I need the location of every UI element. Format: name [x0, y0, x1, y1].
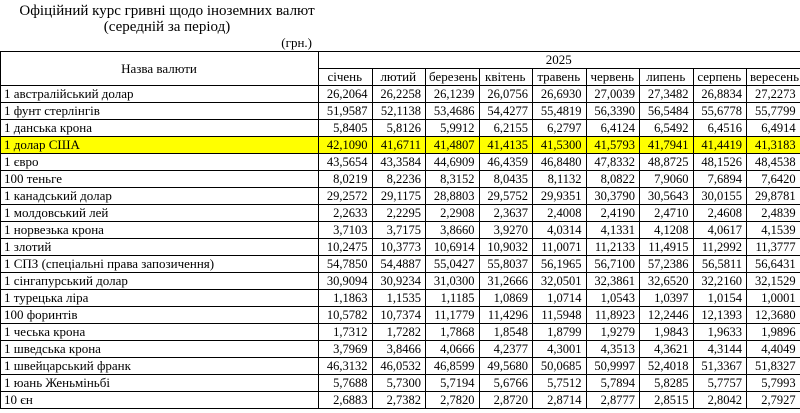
- rate-value: 11,2133: [586, 239, 640, 256]
- currency-name-header: Назва валюти: [1, 52, 319, 86]
- rate-value: 55,4819: [533, 103, 587, 120]
- rate-value: 1,9633: [693, 324, 747, 341]
- rate-value: 4,3621: [640, 341, 694, 358]
- rate-value: 8,1132: [533, 171, 587, 188]
- rate-value: 2,6883: [319, 392, 373, 409]
- rate-value: 3,8660: [426, 222, 480, 239]
- rate-value: 27,3482: [640, 86, 694, 103]
- currency-name: 1 євро: [1, 154, 319, 171]
- rate-value: 1,1535: [372, 290, 426, 307]
- table-row: [1, 358, 800, 375]
- rate-value: 6,5492: [640, 120, 694, 137]
- rate-value: 4,3144: [693, 341, 747, 358]
- rate-value: 44,6909: [426, 154, 480, 171]
- table-row: [1, 205, 800, 222]
- rate-value: 5,6766: [479, 375, 533, 392]
- rate-value: 1,7868: [426, 324, 480, 341]
- rate-value: 8,2236: [372, 171, 426, 188]
- rate-value: 30,9094: [319, 273, 373, 290]
- month-header: лютий: [372, 69, 426, 86]
- month-header: квітень: [479, 69, 533, 86]
- rate-value: 46,4359: [479, 154, 533, 171]
- rate-value: 5,7993: [747, 375, 800, 392]
- rate-value: 55,6778: [693, 103, 747, 120]
- table-row: [1, 154, 800, 171]
- rate-value: 1,7282: [372, 324, 426, 341]
- rate-value: 2,4710: [640, 205, 694, 222]
- rate-value: 48,1526: [693, 154, 747, 171]
- table-row: [1, 375, 800, 392]
- rate-value: 2,4839: [747, 205, 800, 222]
- rates-table: [0, 51, 800, 409]
- rate-value: 41,7941: [640, 137, 694, 154]
- currency-name: 1 СПЗ (спеціальні права запозичення): [1, 256, 319, 273]
- rate-value: 5,7757: [693, 375, 747, 392]
- currency-name: 1 чеська крона: [1, 324, 319, 341]
- table-row: [1, 86, 800, 103]
- rate-value: 41,4419: [693, 137, 747, 154]
- rate-value: 1,9843: [640, 324, 694, 341]
- rate-value: 10,5782: [319, 307, 373, 324]
- currency-name: 1 фунт стерлінгів: [1, 103, 319, 120]
- rate-value: 30,9234: [372, 273, 426, 290]
- rate-value: 10,2475: [319, 239, 373, 256]
- currency-name: 1 норвезька крона: [1, 222, 319, 239]
- rate-value: 7,6420: [747, 171, 800, 188]
- rate-value: 11,4296: [479, 307, 533, 324]
- rate-value: 2,8515: [640, 392, 694, 409]
- rate-value: 32,1529: [747, 273, 800, 290]
- rate-value: 29,8781: [747, 188, 800, 205]
- rate-value: 56,5484: [640, 103, 694, 120]
- rate-value: 12,3680: [747, 307, 800, 324]
- table-row: [1, 222, 800, 239]
- currency-name: 1 молдовський лей: [1, 205, 319, 222]
- year-header-row: [1, 52, 800, 69]
- currency-name: 1 долар США: [1, 137, 319, 154]
- rate-value: 55,0427: [426, 256, 480, 273]
- month-header: травень: [533, 69, 587, 86]
- rate-value: 11,3777: [747, 239, 800, 256]
- rate-value: 52,1138: [372, 103, 426, 120]
- rate-value: 2,4608: [693, 205, 747, 222]
- rate-value: 54,7850: [319, 256, 373, 273]
- page-title: Офіційний курс гривні щодо іноземних валют: [19, 3, 315, 19]
- rate-value: 5,8126: [372, 120, 426, 137]
- rate-value: 2,8720: [479, 392, 533, 409]
- rate-value: 8,0435: [479, 171, 533, 188]
- rate-value: 4,0666: [426, 341, 480, 358]
- rate-value: 26,6930: [533, 86, 587, 103]
- rate-value: 1,0397: [640, 290, 694, 307]
- rate-value: 4,3001: [533, 341, 587, 358]
- rate-value: 41,4807: [426, 137, 480, 154]
- rate-value: 5,7512: [533, 375, 587, 392]
- rate-value: 53,4686: [426, 103, 480, 120]
- rate-value: 2,4008: [533, 205, 587, 222]
- rate-value: 1,9279: [586, 324, 640, 341]
- unit-label: (грн.): [281, 35, 312, 50]
- rate-value: 26,0756: [479, 86, 533, 103]
- table-row: [1, 171, 800, 188]
- table-row: [1, 341, 800, 358]
- rate-value: 2,2633: [319, 205, 373, 222]
- rate-value: 56,3390: [586, 103, 640, 120]
- rate-value: 1,7312: [319, 324, 373, 341]
- rate-value: 31,0300: [426, 273, 480, 290]
- rate-value: 48,4538: [747, 154, 800, 171]
- rate-value: 32,0501: [533, 273, 587, 290]
- currency-name: 1 юань Женьміньбі: [1, 375, 319, 392]
- rate-value: 1,0869: [479, 290, 533, 307]
- rate-value: 2,7927: [747, 392, 800, 409]
- rate-value: 3,8466: [372, 341, 426, 358]
- rate-value: 26,8834: [693, 86, 747, 103]
- page-title-block: [0, 0, 334, 35]
- rate-value: 30,3790: [586, 188, 640, 205]
- rate-value: 6,4914: [747, 120, 800, 137]
- rate-value: 5,7194: [426, 375, 480, 392]
- currency-name: 1 злотий: [1, 239, 319, 256]
- rate-value: 10,3773: [372, 239, 426, 256]
- rate-value: 2,7382: [372, 392, 426, 409]
- currency-name: 1 канадський долар: [1, 188, 319, 205]
- currency-name: 1 австралійський долар: [1, 86, 319, 103]
- rate-value: 2,8714: [533, 392, 587, 409]
- rate-value: 49,5680: [479, 358, 533, 375]
- rate-value: 1,0543: [586, 290, 640, 307]
- rate-value: 29,5752: [479, 188, 533, 205]
- rate-value: 54,4277: [479, 103, 533, 120]
- rate-value: 2,2295: [372, 205, 426, 222]
- rate-value: 55,7799: [747, 103, 800, 120]
- rate-value: 4,1331: [586, 222, 640, 239]
- rate-value: 10,7374: [372, 307, 426, 324]
- rate-value: 32,6520: [640, 273, 694, 290]
- currency-name: 100 теньге: [1, 171, 319, 188]
- rate-value: 41,5793: [586, 137, 640, 154]
- page-subtitle: (середній за період): [103, 19, 231, 35]
- rate-value: 31,2666: [479, 273, 533, 290]
- rate-value: 1,0714: [533, 290, 587, 307]
- rate-value: 8,0822: [586, 171, 640, 188]
- rate-value: 28,8803: [426, 188, 480, 205]
- rate-value: 2,7820: [426, 392, 480, 409]
- rate-value: 11,1779: [426, 307, 480, 324]
- rate-value: 46,0532: [372, 358, 426, 375]
- rate-value: 27,0039: [586, 86, 640, 103]
- rate-value: 56,1965: [533, 256, 587, 273]
- rate-value: 46,3132: [319, 358, 373, 375]
- rate-value: 3,9270: [479, 222, 533, 239]
- table-row: [1, 188, 800, 205]
- rate-value: 54,4887: [372, 256, 426, 273]
- rate-value: 11,0071: [533, 239, 587, 256]
- rate-value: 26,1239: [426, 86, 480, 103]
- rate-value: 41,5300: [533, 137, 587, 154]
- rate-value: 3,7103: [319, 222, 373, 239]
- currency-name: 1 сінгапурський долар: [1, 273, 319, 290]
- rate-value: 47,8332: [586, 154, 640, 171]
- rate-value: 7,9060: [640, 171, 694, 188]
- rate-value: 5,9912: [426, 120, 480, 137]
- currency-name: 1 турецька ліра: [1, 290, 319, 307]
- rate-value: 32,2160: [693, 273, 747, 290]
- rate-value: 43,5654: [319, 154, 373, 171]
- rate-value: 27,2273: [747, 86, 800, 103]
- table-row: [1, 137, 800, 154]
- rate-value: 56,6431: [747, 256, 800, 273]
- rate-value: 48,8725: [640, 154, 694, 171]
- rate-value: 29,2572: [319, 188, 373, 205]
- rate-value: 51,3367: [693, 358, 747, 375]
- rate-value: 29,1175: [372, 188, 426, 205]
- rate-value: 3,7175: [372, 222, 426, 239]
- rate-value: 3,7969: [319, 341, 373, 358]
- currency-name: 10 єн: [1, 392, 319, 409]
- table-row: [1, 290, 800, 307]
- month-header: липень: [640, 69, 694, 86]
- rate-value: 6,2797: [533, 120, 587, 137]
- currency-name: 1 швейцарський франк: [1, 358, 319, 375]
- rate-value: 46,8480: [533, 154, 587, 171]
- table-row: [1, 239, 800, 256]
- rate-value: 41,6711: [372, 137, 426, 154]
- rate-value: 11,8923: [586, 307, 640, 324]
- rate-value: 5,8405: [319, 120, 373, 137]
- table-row: [1, 307, 800, 324]
- rate-value: 1,0154: [693, 290, 747, 307]
- rate-value: 50,0685: [533, 358, 587, 375]
- rate-value: 56,5811: [693, 256, 747, 273]
- rate-value: 32,3861: [586, 273, 640, 290]
- table-row: [1, 103, 800, 120]
- rate-value: 4,1539: [747, 222, 800, 239]
- rate-value: 26,2064: [319, 86, 373, 103]
- rate-value: 10,9032: [479, 239, 533, 256]
- rate-value: 50,9997: [586, 358, 640, 375]
- rate-value: 4,2377: [479, 341, 533, 358]
- rate-value: 1,9896: [747, 324, 800, 341]
- rate-value: 52,4018: [640, 358, 694, 375]
- rate-value: 6,4124: [586, 120, 640, 137]
- rate-value: 41,3183: [747, 137, 800, 154]
- rate-value: 1,0001: [747, 290, 800, 307]
- rate-value: 5,7688: [319, 375, 373, 392]
- rate-value: 55,8037: [479, 256, 533, 273]
- rate-value: 1,8548: [479, 324, 533, 341]
- rate-value: 2,8777: [586, 392, 640, 409]
- month-header: вересень: [747, 69, 800, 86]
- rate-value: 4,0617: [693, 222, 747, 239]
- rate-value: 8,3152: [426, 171, 480, 188]
- month-header: червень: [586, 69, 640, 86]
- rate-value: 10,6914: [426, 239, 480, 256]
- currency-name: 100 форинтів: [1, 307, 319, 324]
- table-row: [1, 256, 800, 273]
- rate-value: 2,8042: [693, 392, 747, 409]
- rate-value: 29,9351: [533, 188, 587, 205]
- table-row: [1, 392, 800, 409]
- rate-value: 12,1393: [693, 307, 747, 324]
- rate-value: 26,2258: [372, 86, 426, 103]
- rate-value: 8,0219: [319, 171, 373, 188]
- rate-value: 57,2386: [640, 256, 694, 273]
- month-header: березень: [426, 69, 480, 86]
- rate-value: 12,2446: [640, 307, 694, 324]
- rate-value: 30,5643: [640, 188, 694, 205]
- rate-value: 56,7100: [586, 256, 640, 273]
- table-body: [1, 86, 800, 409]
- rate-value: 43,3584: [372, 154, 426, 171]
- month-header: серпень: [693, 69, 747, 86]
- rate-value: 51,8327: [747, 358, 800, 375]
- rate-value: 2,2908: [426, 205, 480, 222]
- rate-value: 5,7300: [372, 375, 426, 392]
- table-row: [1, 120, 800, 137]
- year-header: 2025: [319, 52, 800, 69]
- rate-value: 7,6894: [693, 171, 747, 188]
- rate-value: 4,1208: [640, 222, 694, 239]
- table-row: [1, 324, 800, 341]
- rate-value: 4,0314: [533, 222, 587, 239]
- month-header: січень: [319, 69, 373, 86]
- rate-value: 30,0155: [693, 188, 747, 205]
- rate-value: 41,4135: [479, 137, 533, 154]
- table-row: [1, 273, 800, 290]
- currency-name: 1 данська крона: [1, 120, 319, 137]
- rate-value: 1,1863: [319, 290, 373, 307]
- rate-value: 4,3513: [586, 341, 640, 358]
- rate-value: 1,1185: [426, 290, 480, 307]
- rate-value: 4,4049: [747, 341, 800, 358]
- rate-value: 2,3637: [479, 205, 533, 222]
- rate-value: 5,8285: [640, 375, 694, 392]
- rate-value: 11,4915: [640, 239, 694, 256]
- rate-value: 42,1090: [319, 137, 373, 154]
- rate-value: 1,8799: [533, 324, 587, 341]
- rate-value: 6,2155: [479, 120, 533, 137]
- rate-value: 11,2992: [693, 239, 747, 256]
- rate-value: 5,7894: [586, 375, 640, 392]
- rate-value: 46,8599: [426, 358, 480, 375]
- rate-value: 2,4190: [586, 205, 640, 222]
- rate-value: 11,5948: [533, 307, 587, 324]
- rate-value: 6,4516: [693, 120, 747, 137]
- rate-value: 51,9587: [319, 103, 373, 120]
- currency-name: 1 шведська крона: [1, 341, 319, 358]
